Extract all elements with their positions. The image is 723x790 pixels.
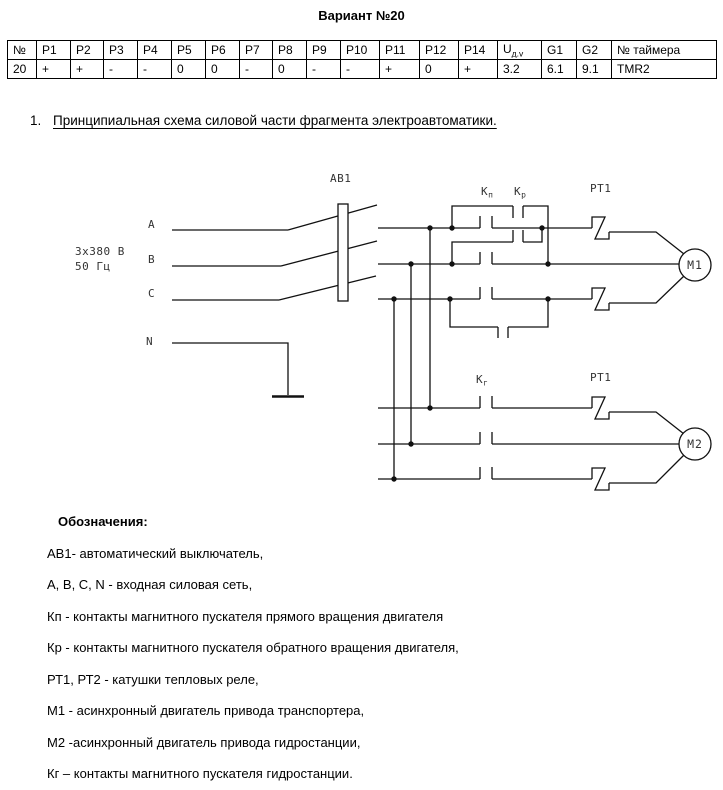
neutral-label: N — [146, 335, 154, 348]
legend-item-m2: М2 -асинхронный двигатель привода гидростанции, — [47, 734, 361, 750]
legend-item-kp: Кп - контакты магнитного пускателя прямого вращения двигателя — [47, 608, 444, 624]
table-value-cell: 6.1 — [542, 60, 577, 79]
u-subscript: д.v — [511, 47, 524, 58]
supply-voltage-label: 3x380 В — [75, 245, 125, 258]
phase-a-line-kp-contact — [378, 216, 592, 228]
table-value-cell: 3.2 — [498, 60, 542, 79]
table-header-cell: P4 — [138, 41, 172, 60]
thermal-rt1-upper-a — [592, 217, 684, 254]
table-value-cell: 0 — [206, 60, 240, 79]
legend-item-ab1: АВ1- автоматический выключатель, — [47, 545, 264, 561]
table-header-cell: P5 — [172, 41, 206, 60]
table-header-cell: G2 — [577, 41, 612, 60]
table-header-cell: P3 — [104, 41, 138, 60]
contact-kr-label: $К_р$ — [514, 185, 527, 200]
table-value-cell: + — [380, 60, 420, 79]
phase-b-line-kp-contact — [378, 252, 679, 264]
table-value-cell: + — [37, 60, 71, 79]
table-value-cell: - — [240, 60, 273, 79]
table-header-cell: P7 — [240, 41, 273, 60]
table-value-cell: - — [138, 60, 172, 79]
table-value-cell: 9.1 — [577, 60, 612, 79]
legend-item-rt: РТ1, РТ2 - катушки тепловых реле, — [47, 671, 259, 687]
motor-m2-label: М2 — [687, 437, 703, 451]
phase-a-label: А — [148, 218, 156, 231]
contact-kg-label: $К_г$ — [476, 373, 489, 388]
phase-c-label: С — [148, 287, 156, 300]
contact-kp-label: $К_п$ — [481, 185, 494, 200]
hydro-line-top-kg-contact — [378, 396, 592, 408]
u-base: U — [503, 41, 512, 56]
thermal-rt1-lower-top — [592, 397, 684, 434]
table-header-cell: № — [8, 41, 37, 60]
kr-bridge-middle — [452, 228, 542, 264]
table-header-cell: P14 — [459, 41, 498, 60]
table-header-cell: G1 — [542, 41, 577, 60]
hydro-line-bottom-kg-contact — [378, 467, 592, 479]
table-header-cell: P12 — [420, 41, 459, 60]
table-value-cell: - — [307, 60, 341, 79]
table-header-cell: P11 — [380, 41, 420, 60]
legend-item-abcn: А, В, С, N - входная силовая сеть, — [47, 577, 253, 592]
phase-c-line-kp-contact — [378, 287, 592, 299]
table-header-cell: P2 — [71, 41, 104, 60]
table-value-cell: TMR2 — [612, 60, 717, 79]
thermal-rt1-lower-bottom — [592, 455, 684, 490]
table-value-cell: 0 — [172, 60, 206, 79]
table-header-cell: P9 — [307, 41, 341, 60]
legend-heading: Обозначения: — [58, 514, 148, 529]
kr-bridge-top — [452, 206, 548, 264]
table-value-cell: + — [459, 60, 498, 79]
table-value-cell: - — [104, 60, 138, 79]
section-title: Принципиальная схема силовой части фрагмента электроавтоматики. — [53, 113, 497, 128]
table-header-cell: № таймера — [612, 41, 717, 60]
phase-b-label: В — [148, 253, 156, 266]
thermal-rt1-lower-label: РТ1 — [590, 371, 612, 384]
page-title: Вариант №20 — [318, 8, 405, 23]
thermal-rt1-upper-label: РТ1 — [590, 182, 612, 195]
table-value-cell: - — [341, 60, 380, 79]
schematic-labels — [75, 172, 703, 451]
table-value-cell: 0 — [420, 60, 459, 79]
legend-item-m1: М1 - асинхронный двигатель привода транспортера, — [47, 703, 365, 718]
table-header-cell: P6 — [206, 41, 240, 60]
circuit-breaker-ab1-bar — [338, 204, 348, 301]
legend-item-kg: Кг – контакты магнитного пускателя гидростанции. — [47, 766, 353, 781]
kr-bridge-bottom — [450, 299, 548, 338]
table-header-cell: P8 — [273, 41, 307, 60]
table-value-cell: 20 — [8, 60, 37, 79]
table-value-cell: + — [71, 60, 104, 79]
hydro-line-middle-kg-contact — [378, 432, 679, 444]
motor-m1-label: М1 — [687, 258, 703, 272]
thermal-rt1-upper-c — [592, 276, 684, 310]
breaker-ab1-label: АВ1 — [330, 172, 352, 185]
table-header-cell: P10 — [341, 41, 380, 60]
table-value-cell: 0 — [273, 60, 307, 79]
section-number: 1. — [30, 113, 42, 128]
table-header-cell: P1 — [37, 41, 71, 60]
wires — [172, 204, 711, 490]
neutral-line — [172, 343, 288, 395]
legend — [47, 506, 707, 790]
legend-item-kr: Кр - контакты магнитного пускателя обратного вращения двигателя, — [47, 640, 459, 655]
supply-frequency-label: 50 Гц — [75, 260, 111, 273]
